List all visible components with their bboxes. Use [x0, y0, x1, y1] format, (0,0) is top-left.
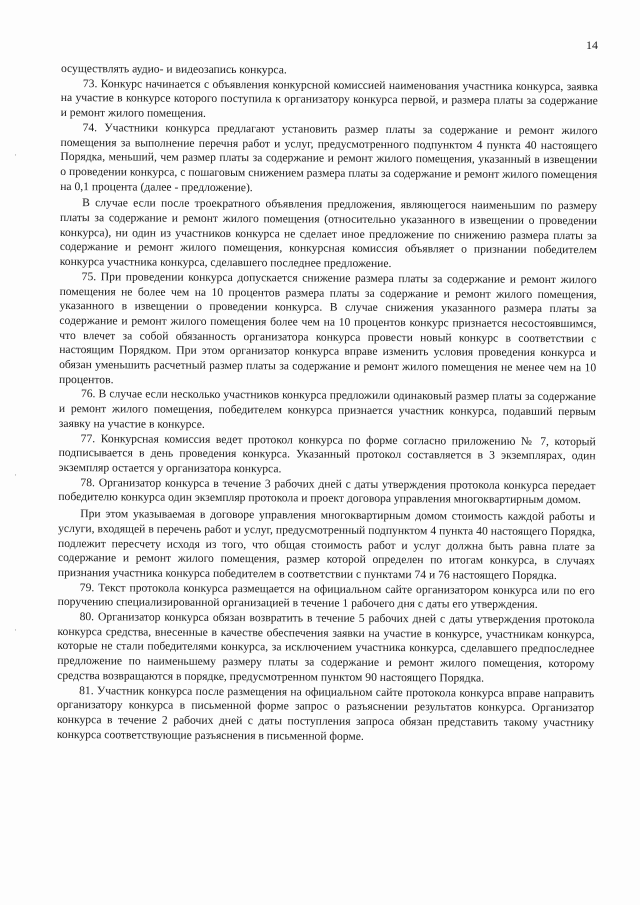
margin-dot: ·	[14, 625, 17, 635]
margin-dot: ·	[14, 470, 17, 480]
paragraph-continuation: осуществлять аудио- и видеозапись конкурса.	[60, 62, 287, 77]
paragraph-75: 75. При проведении конкурса допускается снижение размера платы за содержание и ремонт жилого помещения не более чем на 10 процентов размера платы за содержание и ремонт жилого помещения, указанного в извещении о проведении конкурса. В случае снижения указанного размера платы за содержание и ремонт жилого помещения более чем на 10 процентов конкурс признается несостоявшимся, что влечет за собой обязанность организатора конкурса провести новый конкурс в соответствии с настоящим Порядком. При этом организатор конкурса вправе изменить условия проведения конкурса и обязан уменьшить расчетный размер платы за содержание и ремонт жилого помещения не менее чем на 10 процентов.	[59, 269, 597, 387]
paragraph-78-continued: При этом указываемая в договоре управления многоквартирным домом стоимость каждой работы и услуги, входящей в перечень работ и услуг, предусмотренный подпунктом 4 пункта 40 настоящего Порядка, подлежит пересчету исходя из того, что общая стоимость работ и услуг должна быть равна плате за содержание и ремонт жилого помещения, размер которой определен по итогам конкурса, в случаях признания участника конкурса победителем в соответствии с пунктами 74 и 76 настоящего Порядка.	[57, 507, 596, 582]
page-number: 14	[586, 38, 598, 52]
paragraph-81: 81. Участник конкурса после размещения на официальном сайте протокола конкурса вправе направить организатору конкурса в письменной форме запрос о разъяснении результатов конкурса. Организатор конкурса в течение 2 рабочих дней с даты поступления запроса обязан представить такому участнику конкурса соответствующие разъяснения в письменной форме.	[56, 683, 595, 743]
paragraph-76: 76. В случае если несколько участников конкурса предложили одинаковый размер платы за содержание и ремонт жилого помещения, победителем конкурса признается участник конкурса, подавший первым заявку на участие в конкурсе.	[58, 387, 597, 431]
paragraph-80: 80. Организатор конкурса обязан возвратить в течение 5 рабочих дней с даты утверждения протокола конкурса средства, внесенные в качестве обеспечения заявки на участие в конкурсе, участникам конкурса, которые не стали победителями конкурса, за исключением участника конкурса, сделавшего предпоследнее предложение по наименьшему размеру платы за содержание и ремонт жилого помещения, которому средства возвращаются в порядке, предусмотренном пунктом 90 настоящего Порядка.	[57, 610, 595, 685]
paragraph-74: 74. Участники конкурса предлагают установить размер платы за содержание и ремонт жилого помещения за выполнение перечня работ и услуг, предусмотренного подпунктом 4 пункта 40 настоящего Порядка, меньший, чем размер платы за содержание и ремонт жилого помещения, указанный в извещении о проведении конкурса, с пошаговым снижением размера платы за содержание и ремонт жилого помещения на 0,1 процента (далее - предложение).	[60, 120, 598, 194]
document-body	[57, 62, 598, 746]
paragraph-79: 79. Текст протокола конкурса размещается на официальном сайте организатором конкурса или по его поручению специализированной организацией в течение 1 рабочего дня с даты его утверждения.	[57, 580, 595, 612]
paragraph-78: 78. Организатор конкурса в течение 3 рабочих дней с даты утверждения протокола конкурса передает победителю конкурса один экземпляр протокола и проект договора управления многоквартирным домом.	[58, 475, 596, 507]
margin-dot: ·	[14, 150, 17, 160]
paragraph-74-continued: В случае если после троекратного объявления предложения, являющегося наименьшим по размеру платы за содержание и ремонт жилого помещения (относительно указанного в извещении о проведении конкурса), ни один из участников конкурса не сделает иное предложение по снижению размера платы за содержание и ремонт жилого помещения, конкурсная комиссия объявляет о признании победителем конкурса участника конкурса, сделавшего последнее предложение.	[59, 196, 598, 271]
paragraph-73: 73. Конкурс начинается с объявления конкурсной комиссией наименования участника конкурса, заявка на участие в конкурсе которого поступила к организатору конкурса первой, и размера платы за содержание и ремонт жилого помещения.	[60, 76, 598, 120]
paragraph-77: 77. Конкурсная комиссия ведет протокол конкурса по форме согласно приложению № 7, который подписывается в день проведения конкурса. Указанный протокол составляется в 3 экземплярах, один экземпляр остается у организатора конкурса.	[58, 431, 596, 476]
